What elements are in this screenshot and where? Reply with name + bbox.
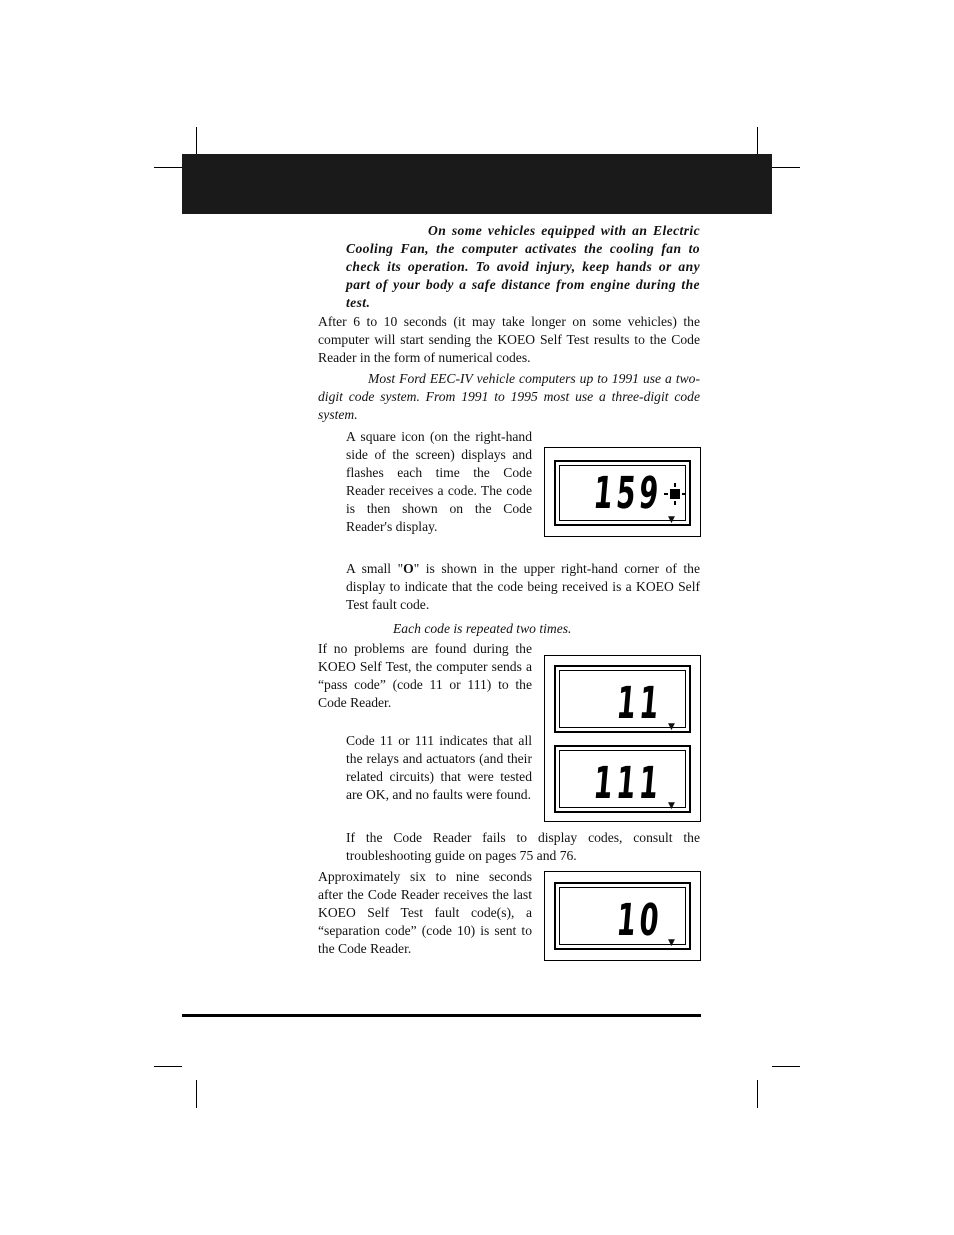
code-reader-display-10 xyxy=(544,871,701,961)
para-code-11-111: Code 11 or 111 indicates that all the relays and actuators (and their related circuits) that were tested are OK, and no faults were found. xyxy=(346,733,532,802)
crop-mark-bottom-right-vertical xyxy=(757,1080,758,1108)
display-digits-111: 111 xyxy=(591,758,665,809)
display-digits: 159 xyxy=(591,468,665,519)
note-repeated: Each code is repeated two times. xyxy=(393,621,572,636)
code-reader-display-pass xyxy=(544,655,701,822)
down-arrow-icon: ▼ xyxy=(668,801,675,811)
para-square-icon: A square icon (on the right-hand side of the screen) displays and flashes each time the Code Reader receives a code. The code is then shown on the Code Reader's display. xyxy=(346,429,532,534)
flashing-square-icon xyxy=(670,489,680,499)
para-small-o-bold: O xyxy=(403,561,414,576)
crop-mark-top-right-horizontal xyxy=(772,167,800,168)
crop-mark-bottom-left-vertical xyxy=(196,1080,197,1108)
down-arrow-icon: ▼ xyxy=(668,938,675,948)
para-small-o-before: A small " xyxy=(346,561,404,576)
crop-mark-bottom-left-horizontal xyxy=(154,1066,182,1067)
crop-mark-top-left-vertical xyxy=(196,127,197,155)
display-digits-11: 11 xyxy=(614,678,665,729)
flash-ray xyxy=(664,493,668,495)
crop-mark-top-right-vertical xyxy=(757,127,758,155)
down-arrow-icon: ▼ xyxy=(668,722,675,732)
down-arrow-icon: ▼ xyxy=(668,515,675,525)
header-band xyxy=(182,154,772,214)
code-reader-display-159 xyxy=(544,447,701,537)
warning-text: On some vehicles equipped with an Electric Cooling Fan, the computer activates the cooling fan to check its operation. To avoid injury, keep hands or any part of your body a safe distance from engine during the test. xyxy=(346,223,700,310)
para-no-problems: If no problems are found during the KOEO Self Test, the computer sends a “pass code” (code 11 or 111) to the Code Reader. xyxy=(318,641,532,710)
footer-rule xyxy=(182,1014,701,1017)
para-separation-code: Approximately six to nine seconds after the Code Reader receives the last KOEO Self Test fault code(s), a “separation code” (code 10) is sent to the Code Reader. xyxy=(318,869,532,956)
crop-mark-top-left-horizontal xyxy=(154,167,182,168)
flash-ray xyxy=(682,493,686,495)
para-small-o-after: " is shown in the upper right-hand corner of the display to indicate that the code being received is a KOEO Self Test fault code. xyxy=(346,561,700,612)
flash-ray xyxy=(674,483,676,487)
para-reader-fails: If the Code Reader fails to display codes, consult the troubleshooting guide on pages 75 and 76. xyxy=(346,830,700,863)
display-digits: 10 xyxy=(614,895,665,946)
para-after-seconds: After 6 to 10 seconds (it may take longer on some vehicles) the computer will start sending the KOEO Self Test results to the Code Reader in the form of numerical codes. xyxy=(318,314,700,365)
note-code-systems: Most Ford EEC-IV vehicle computers up to 1991 use a two-digit code system. From 1991 to 1995 most use a three-digit code system. xyxy=(318,371,700,422)
flash-ray xyxy=(674,501,676,505)
crop-mark-bottom-right-horizontal xyxy=(772,1066,800,1067)
para-small-o xyxy=(346,560,700,614)
